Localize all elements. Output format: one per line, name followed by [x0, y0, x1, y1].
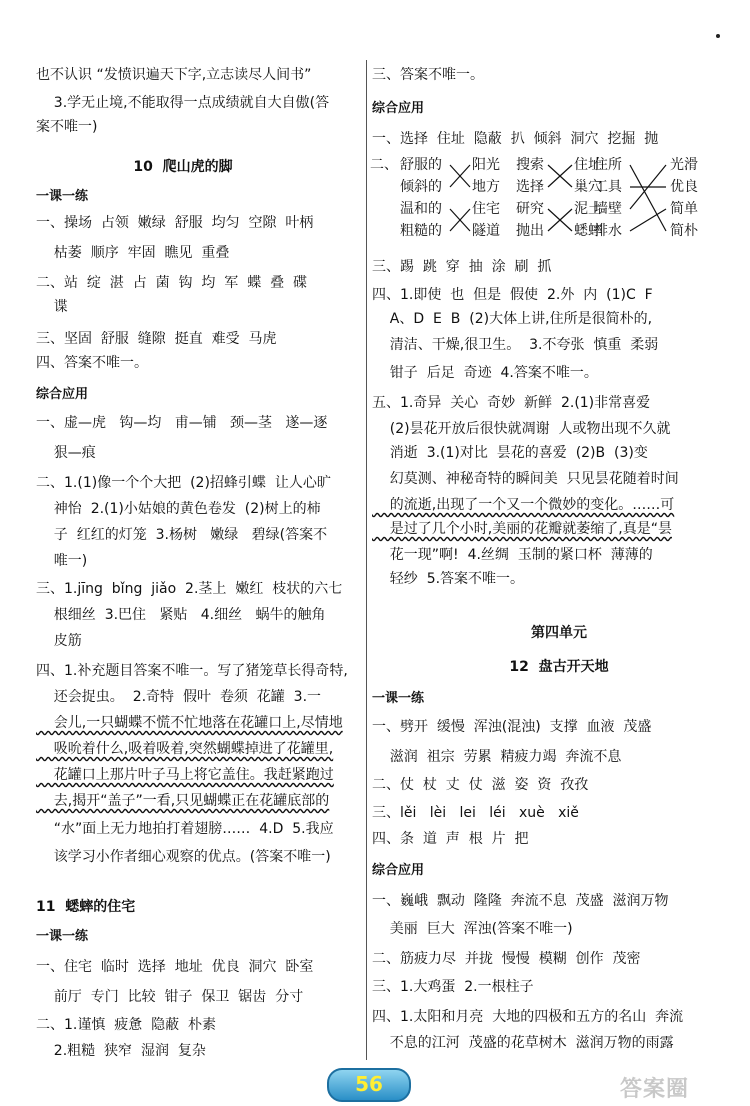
match-g2-right-3: 泥土 [574, 201, 602, 217]
match-g3-right-4: 简朴 [670, 223, 698, 239]
answer-line: 一、虚—虎 钩—均 甫—铺 颈—茎 遂—逐 [36, 415, 328, 431]
match-g1-left-2: 倾斜的 [400, 179, 442, 195]
match-g1-right-2: 地方 [472, 179, 500, 195]
match-g1-left-1: 舒服的 [400, 157, 442, 173]
matching-exercise [368, 154, 750, 246]
match-g2-left-3: 研究 [516, 201, 544, 217]
answer-line: (2)昙花开放后很快就凋谢 人或物出现不久就 [372, 421, 671, 437]
match-g1-right-3: 住宅 [472, 201, 500, 217]
match-g2-right-1: 住址 [574, 157, 602, 173]
answer-line: 吸吮着什么,吸着吸着,突然蝴蝶掉进了花罐里, [36, 741, 334, 757]
matching-lines [368, 154, 750, 246]
answer-line: 前厅 专门 比较 钳子 保卫 锯齿 分寸 [36, 989, 304, 1005]
answer-line: 3.学无止境,不能取得一点成绩就自大自傲(答 [36, 95, 330, 111]
answer-line: 枯萎 顺序 牢固 瞧见 重叠 [36, 245, 230, 261]
answer-line: 轻纱 5.答案不唯一。 [372, 571, 525, 587]
match-g3-left-3: 墙壁 [594, 201, 622, 217]
answer-line: 一、住宅 临时 选择 地址 优良 洞穴 卧室 [36, 959, 314, 975]
answer-line: 花罐口上那片叶子马上将它盖住。我赶紧跑过 [36, 767, 334, 783]
answer-line: 四、1.即使 也 但是 假使 2.外 内 (1)C F [372, 287, 653, 303]
section-heading: 一课一练 [372, 691, 425, 706]
section-heading: 综合应用 [36, 387, 89, 402]
match-g3-left-2: 工具 [594, 179, 622, 195]
answer-line: 也不认识 “发愤识遍天下字,立志读尽人间书” [36, 67, 312, 83]
match-g1-left-3: 温和的 [400, 201, 442, 217]
match-g2-left-1: 搜索 [516, 157, 544, 173]
answer-line: 幻莫测、神秘奇特的瞬间美 只见昙花随着时间 [372, 471, 679, 487]
matching-prefix: 二、 [370, 157, 398, 173]
answer-line: 2.粗糙 狭窄 湿润 复杂 [36, 1043, 206, 1059]
lesson-title: 12 盘古开天地 [509, 659, 609, 675]
match-g1-right-1: 阳光 [472, 157, 500, 173]
match-g2-right-4: 蟋蟀 [574, 223, 602, 239]
answer-line: 该学习小作者细心观察的优点。(答案不唯一) [36, 849, 331, 865]
answer-line: 案不唯一) [36, 119, 98, 135]
answer-line: 根细丝 3.巴住 紧贴 4.细丝 蜗牛的触角 [36, 607, 326, 623]
answer-line: 谍 [36, 299, 68, 315]
match-g1-left-4: 粗糙的 [400, 223, 442, 239]
answer-line: 是过了几个小时,美丽的花瓣就萎缩了,真是“昙 [372, 521, 672, 537]
match-g3-right-1: 光滑 [670, 157, 698, 173]
answer-line: 一、操场 占领 嫩绿 舒服 均匀 空隙 叶柄 [36, 215, 314, 231]
answer-line: 唯一) [36, 553, 88, 569]
corner-dot [716, 34, 720, 38]
match-line [630, 165, 666, 231]
watermark-text: 答案圈 [620, 1077, 690, 1102]
answer-line: 神怡 2.(1)小姑娘的黄色卷发 (2)树上的柿 [36, 501, 321, 517]
match-g2-left-4: 抛出 [516, 223, 544, 239]
answer-line: 一、劈开 缓慢 浑浊(混浊) 支撑 血液 茂盛 [372, 719, 652, 735]
answer-line: 四、1.太阳和月亮 大地的四极和五方的名山 奔流 [372, 1009, 684, 1025]
section-heading: 一课一练 [36, 189, 89, 204]
answer-line: 三、1.jīng bǐng jiǎo 2.茎上 嫩红 枝状的六七 [36, 581, 343, 597]
match-g1-right-4: 隧道 [472, 223, 500, 239]
answer-line: 狠—痕 [36, 445, 96, 461]
answer-line: 二、筋疲力尽 并拢 慢慢 模糊 创作 茂密 [372, 951, 641, 967]
answer-line: 的流逝,出现了一个又一个微妙的变化。……可 [372, 497, 675, 513]
answer-line: 四、条 道 声 根 片 把 [372, 831, 529, 847]
page-number: 56 [355, 1072, 383, 1096]
answer-line: 四、1.补充题目答案不唯一。写了猪笼草长得奇特, [36, 663, 348, 679]
answer-line: 美丽 巨大 浑浊(答案不唯一) [372, 921, 573, 937]
watermark [618, 1068, 742, 1104]
column-divider [366, 60, 367, 1060]
answer-line: 二、站 绽 湛 占 菌 钩 均 军 蝶 叠 碟 [36, 275, 308, 291]
answer-line: 钳子 后足 奇迹 4.答案不唯一。 [372, 365, 598, 381]
answer-line: 还会捉虫。 2.奇特 假叶 卷须 花罐 3.一 [36, 689, 322, 705]
answer-line: A、D E B (2)大体上讲,住所是很简朴的, [372, 311, 653, 327]
answer-line: “水”面上无力地拍打着翅膀…… 4.D 5.我应 [36, 821, 334, 837]
match-g3-right-2: 优良 [670, 179, 698, 195]
answer-line: 花一现”啊! 4.丝绸 玉制的紧口杯 薄薄的 [372, 547, 653, 563]
section-heading: 综合应用 [372, 101, 425, 116]
match-g3-right-3: 简单 [670, 201, 698, 217]
answer-line: 二、1.(1)像一个个大把 (2)招蜂引蝶 让人心旷 [36, 475, 331, 491]
match-g2-right-2: 巢穴 [574, 179, 602, 195]
page-number-badge [327, 1068, 411, 1102]
lesson-title: 11 蟋蟀的住宅 [36, 899, 136, 915]
answer-line: 五、1.奇异 关心 奇妙 新鲜 2.(1)非常喜爱 [372, 395, 651, 411]
answer-line: 二、1.谨慎 疲惫 隐蔽 朴素 [36, 1017, 217, 1033]
section-heading: 一课一练 [36, 929, 89, 944]
match-g3-left-1: 住所 [594, 157, 622, 173]
answer-line: 三、踢 跳 穿 抽 涂 刷 抓 [372, 259, 552, 275]
match-g3-left-4: 排水 [594, 223, 622, 239]
answer-line: 三、1.大鸡蛋 2.一根柱子 [372, 979, 534, 995]
match-g2-left-2: 选择 [516, 179, 544, 195]
answer-line: 三、答案不唯一。 [372, 67, 484, 83]
answer-line: 子 红红的灯笼 3.杨树 嫩绿 碧绿(答案不 [36, 527, 328, 543]
answer-line: 消逝 3.(1)对比 昙花的喜爱 (2)B (3)变 [372, 445, 648, 461]
answer-line: 皮筋 [36, 633, 82, 649]
answer-line: 清洁、干燥,很卫生。 3.不夸张 慎重 柔弱 [372, 337, 659, 353]
answer-line: 四、答案不唯一。 [36, 355, 148, 371]
answer-line: 会儿,一只蝴蝶不慌不忙地落在花罐口上,尽情地 [36, 715, 343, 731]
section-heading: 综合应用 [372, 863, 425, 878]
answer-line: 二、仗 杖 丈 仗 滋 姿 资 孜孜 [372, 777, 589, 793]
answer-line: 三、坚固 舒服 缝隙 挺直 难受 马虎 [36, 331, 277, 347]
lesson-title: 第四单元 [531, 625, 587, 641]
lesson-title: 10 爬山虎的脚 [133, 159, 233, 175]
answer-line: 三、lěi lèi lei léi xuè xiě [372, 805, 579, 821]
answer-line: 一、巍峨 飘动 隆隆 奔流不息 茂盛 滋润万物 [372, 893, 669, 909]
answer-line: 不息的江河 茂盛的花草树木 滋润万物的雨露 [372, 1035, 674, 1051]
answer-line: 滋润 祖宗 劳累 精疲力竭 奔流不息 [372, 749, 622, 765]
answer-line: 一、选择 住址 隐蔽 扒 倾斜 洞穴 挖掘 抛 [372, 131, 659, 147]
answer-line: 去,揭开“盖子”一看,只见蝴蝶正在花罐底部的 [36, 793, 330, 809]
